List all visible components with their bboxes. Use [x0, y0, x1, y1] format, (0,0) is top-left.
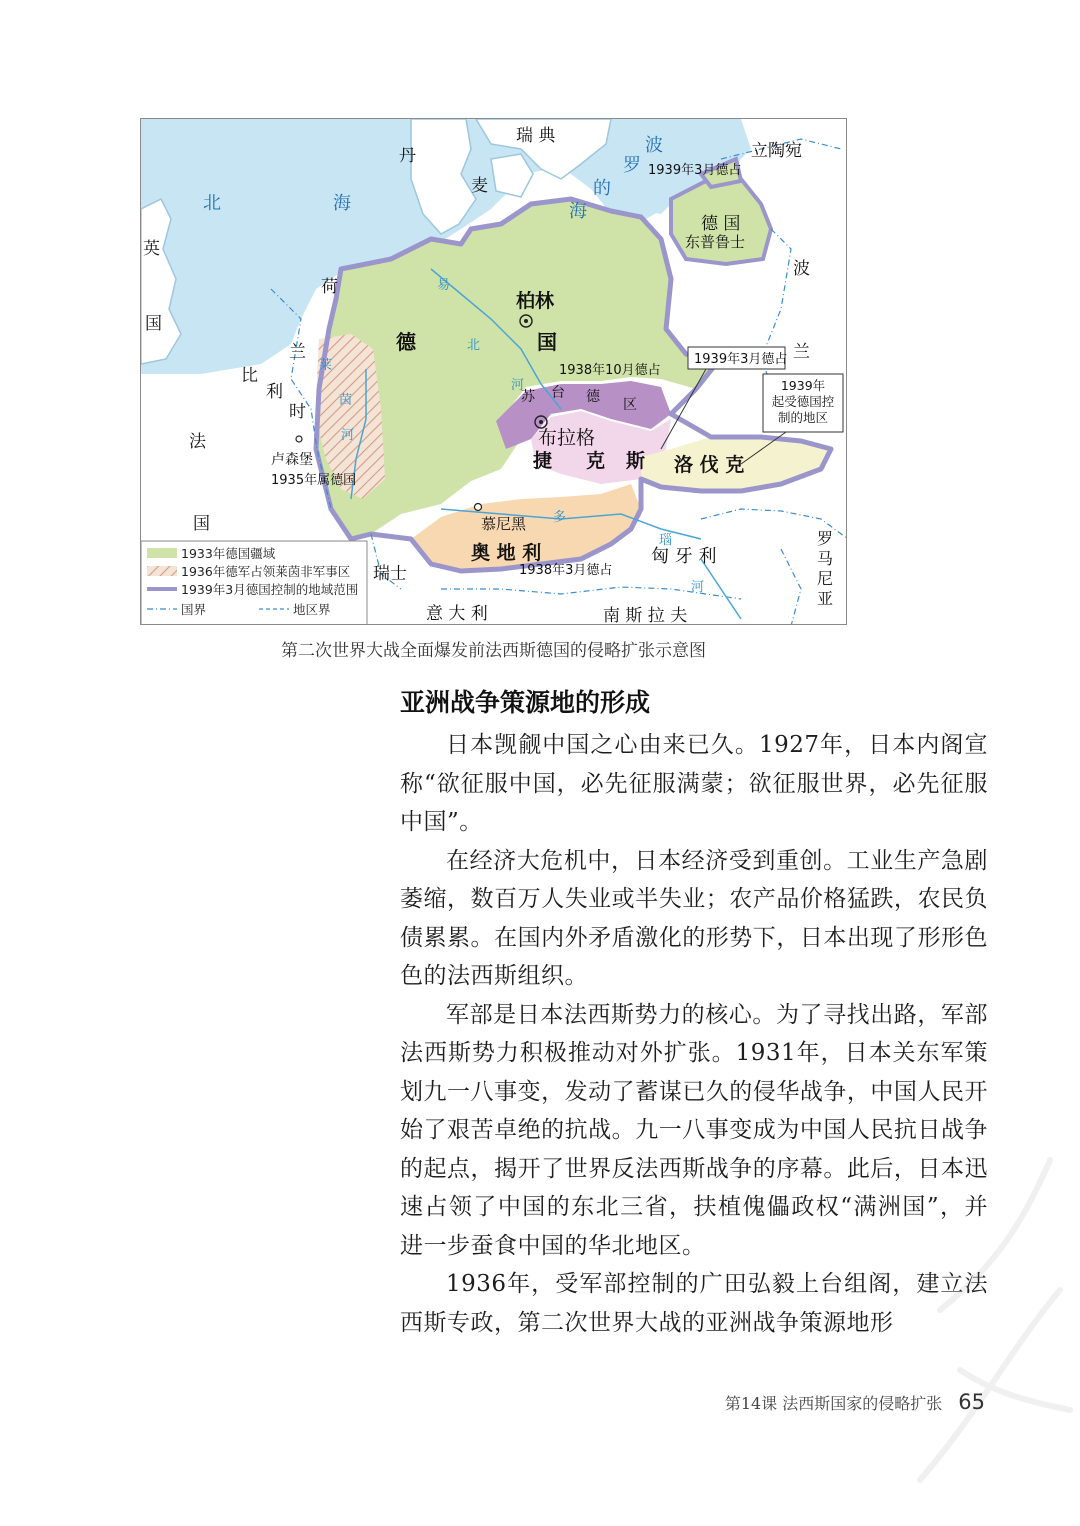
label-yugoslavia: 南 斯 拉 夫 [603, 606, 688, 625]
callout-czech-text: 1939年3月德占 [694, 352, 788, 367]
label-east-prussia-2: 东普鲁士 [685, 233, 746, 251]
label-switzerland: 瑞士 [373, 564, 407, 584]
label-lithuania: 立陶宛 [751, 141, 802, 161]
label-elbe-1: 易 [437, 278, 451, 293]
munich-marker [475, 504, 482, 511]
label-memel-note: 1939年3月德占 [648, 163, 742, 178]
label-austria-note: 1938年3月德占 [519, 563, 613, 578]
label-france-1: 法 [189, 432, 206, 452]
label-hungary: 匈 牙 利 [651, 546, 717, 567]
label-danube-1: 多 [553, 510, 567, 525]
body-text [400, 726, 988, 1342]
label-romania-3: 尼 [817, 569, 834, 588]
label-sudeten-1: 苏 [521, 389, 535, 405]
section-title: 亚洲战争策源地的形成 [400, 688, 651, 717]
label-baltic-4: 海 [569, 201, 587, 222]
label-poland-1: 波 [793, 259, 810, 279]
label-netherlands-1: 荷 [321, 277, 338, 297]
label-romania [817, 529, 833, 608]
label-sudeten-2: 台 [551, 385, 565, 401]
label-north-sea-2: 海 [333, 193, 351, 214]
luxembourg-marker [296, 436, 302, 442]
page-footer [725, 1390, 985, 1414]
legend-text-1933: 1933年德国疆域 [181, 546, 276, 561]
label-munich: 慕尼黑 [481, 515, 527, 533]
label-romania-1: 罗 [817, 529, 834, 548]
label-rhine-3: 河 [341, 428, 355, 443]
page-number: 65 [958, 1390, 985, 1414]
callout-slovak-line2: 起受德国控 [771, 394, 835, 409]
map-svg [141, 119, 847, 625]
label-romania-2: 马 [817, 549, 834, 568]
label-czech-1: 捷 [533, 450, 553, 472]
legend-text-national: 国界 [181, 602, 207, 617]
footer-lesson-title: 第14课 法西斯国家的侵略扩张 [724, 1394, 943, 1413]
callout-slovak-line1: 1939年 [780, 378, 826, 393]
label-saar-note: 1935年属德国 [271, 473, 357, 488]
label-uk-2: 国 [145, 314, 162, 334]
label-elbe-3: 河 [511, 378, 525, 393]
label-baltic-2: 罗 [623, 155, 641, 176]
map-figure [140, 118, 847, 625]
label-sudeten-3: 德 [586, 389, 600, 405]
label-sudeten-4: 区 [623, 397, 637, 413]
label-slovakia: 洛 伐 克 [674, 454, 745, 476]
label-east-prussia-1: 德 国 [701, 214, 741, 234]
label-czech-2: 克 [586, 450, 606, 472]
label-belgium-1: 比 [241, 366, 258, 386]
label-baltic-1: 波 [645, 135, 663, 156]
label-danube-2: 瑙 [659, 533, 673, 548]
label-north-sea-1: 北 [203, 193, 221, 214]
label-czech-3: 斯 [626, 450, 646, 472]
paragraph-3: 军部是日本法西斯势力的核心。为了寻找出路，军部法西斯势力积极推动对外扩张。1931年，日本关东军策划九一八事变，发动了蓄谋已久的侵华战争，中国人民开始了艰苦卓绝的抗战。九一八事变成为中国人民抗日战争的起点，揭开了世界反法西斯战争的序幕。此后，日本迅速占领了中国的东北三省，扶植傀儡政权“满洲国”，并进一步蚕食中国的华北地区。 [400, 1001, 988, 1259]
label-baltic-3: 的 [593, 178, 611, 199]
legend-swatch-1933 [147, 548, 177, 558]
label-rhine-2: 茵 [339, 393, 353, 408]
label-germany-1: 德 [396, 330, 416, 354]
map-legend [141, 541, 367, 625]
paragraph-4: 1936年，受军部控制的广田弘毅上台组阁，建立法西斯专政，第二次世界大战的亚洲战争策源地形 [400, 1271, 988, 1336]
legend-swatch-rhineland [147, 566, 177, 576]
label-poland-2: 兰 [793, 342, 810, 362]
label-belgium-2: 利 [266, 382, 283, 402]
label-france-2: 国 [193, 514, 210, 534]
label-luxembourg: 卢森堡 [271, 452, 313, 468]
label-denmark-1: 丹 [399, 146, 416, 166]
label-romania-4: 亚 [817, 589, 834, 608]
label-rhine-1: 莱 [319, 358, 333, 373]
label-italy: 意 大 利 [426, 604, 488, 624]
legend-text-rhineland: 1936年德军占领莱茵非军事区 [181, 564, 351, 579]
label-sudeten-note: 1938年10月德占 [559, 363, 661, 378]
paragraph-1: 日本觊觎中国之心由来已久。1927年，日本内阁宣称“欲征服中国，必先征服满蒙；欲征服世界，必先征服中国”。 [400, 732, 988, 835]
callout-slovak-line3: 制的地区 [777, 410, 829, 425]
label-belgium-3: 时 [289, 402, 306, 422]
label-danube-3: 河 [691, 580, 705, 595]
label-uk-1: 英 [143, 239, 160, 259]
legend-text-regional: 地区界 [293, 602, 331, 617]
label-elbe-2: 北 [467, 338, 481, 353]
label-sweden: 瑞 典 [516, 126, 556, 146]
label-berlin: 柏林 [516, 290, 555, 312]
label-germany-2: 国 [537, 330, 557, 354]
label-denmark-2: 麦 [471, 176, 488, 196]
label-netherlands-2: 兰 [289, 342, 306, 362]
legend-text-1939: 1939年3月德国控制的地域范围 [181, 582, 359, 597]
paragraph-2: 在经济大危机中，日本经济受到重创。工业生产急剧萎缩，数百万人失业或半失业；农产品价格猛跌，农民负债累累。在国内外矛盾激化的形势下，日本出现了形形色色的法西斯组织。 [400, 847, 988, 989]
label-austria: 奥 地 利 [471, 542, 542, 564]
figure-caption: 第二次世界大战全面爆发前法西斯德国的侵略扩张示意图 [281, 641, 706, 661]
label-prague: 布拉格 [538, 427, 596, 449]
